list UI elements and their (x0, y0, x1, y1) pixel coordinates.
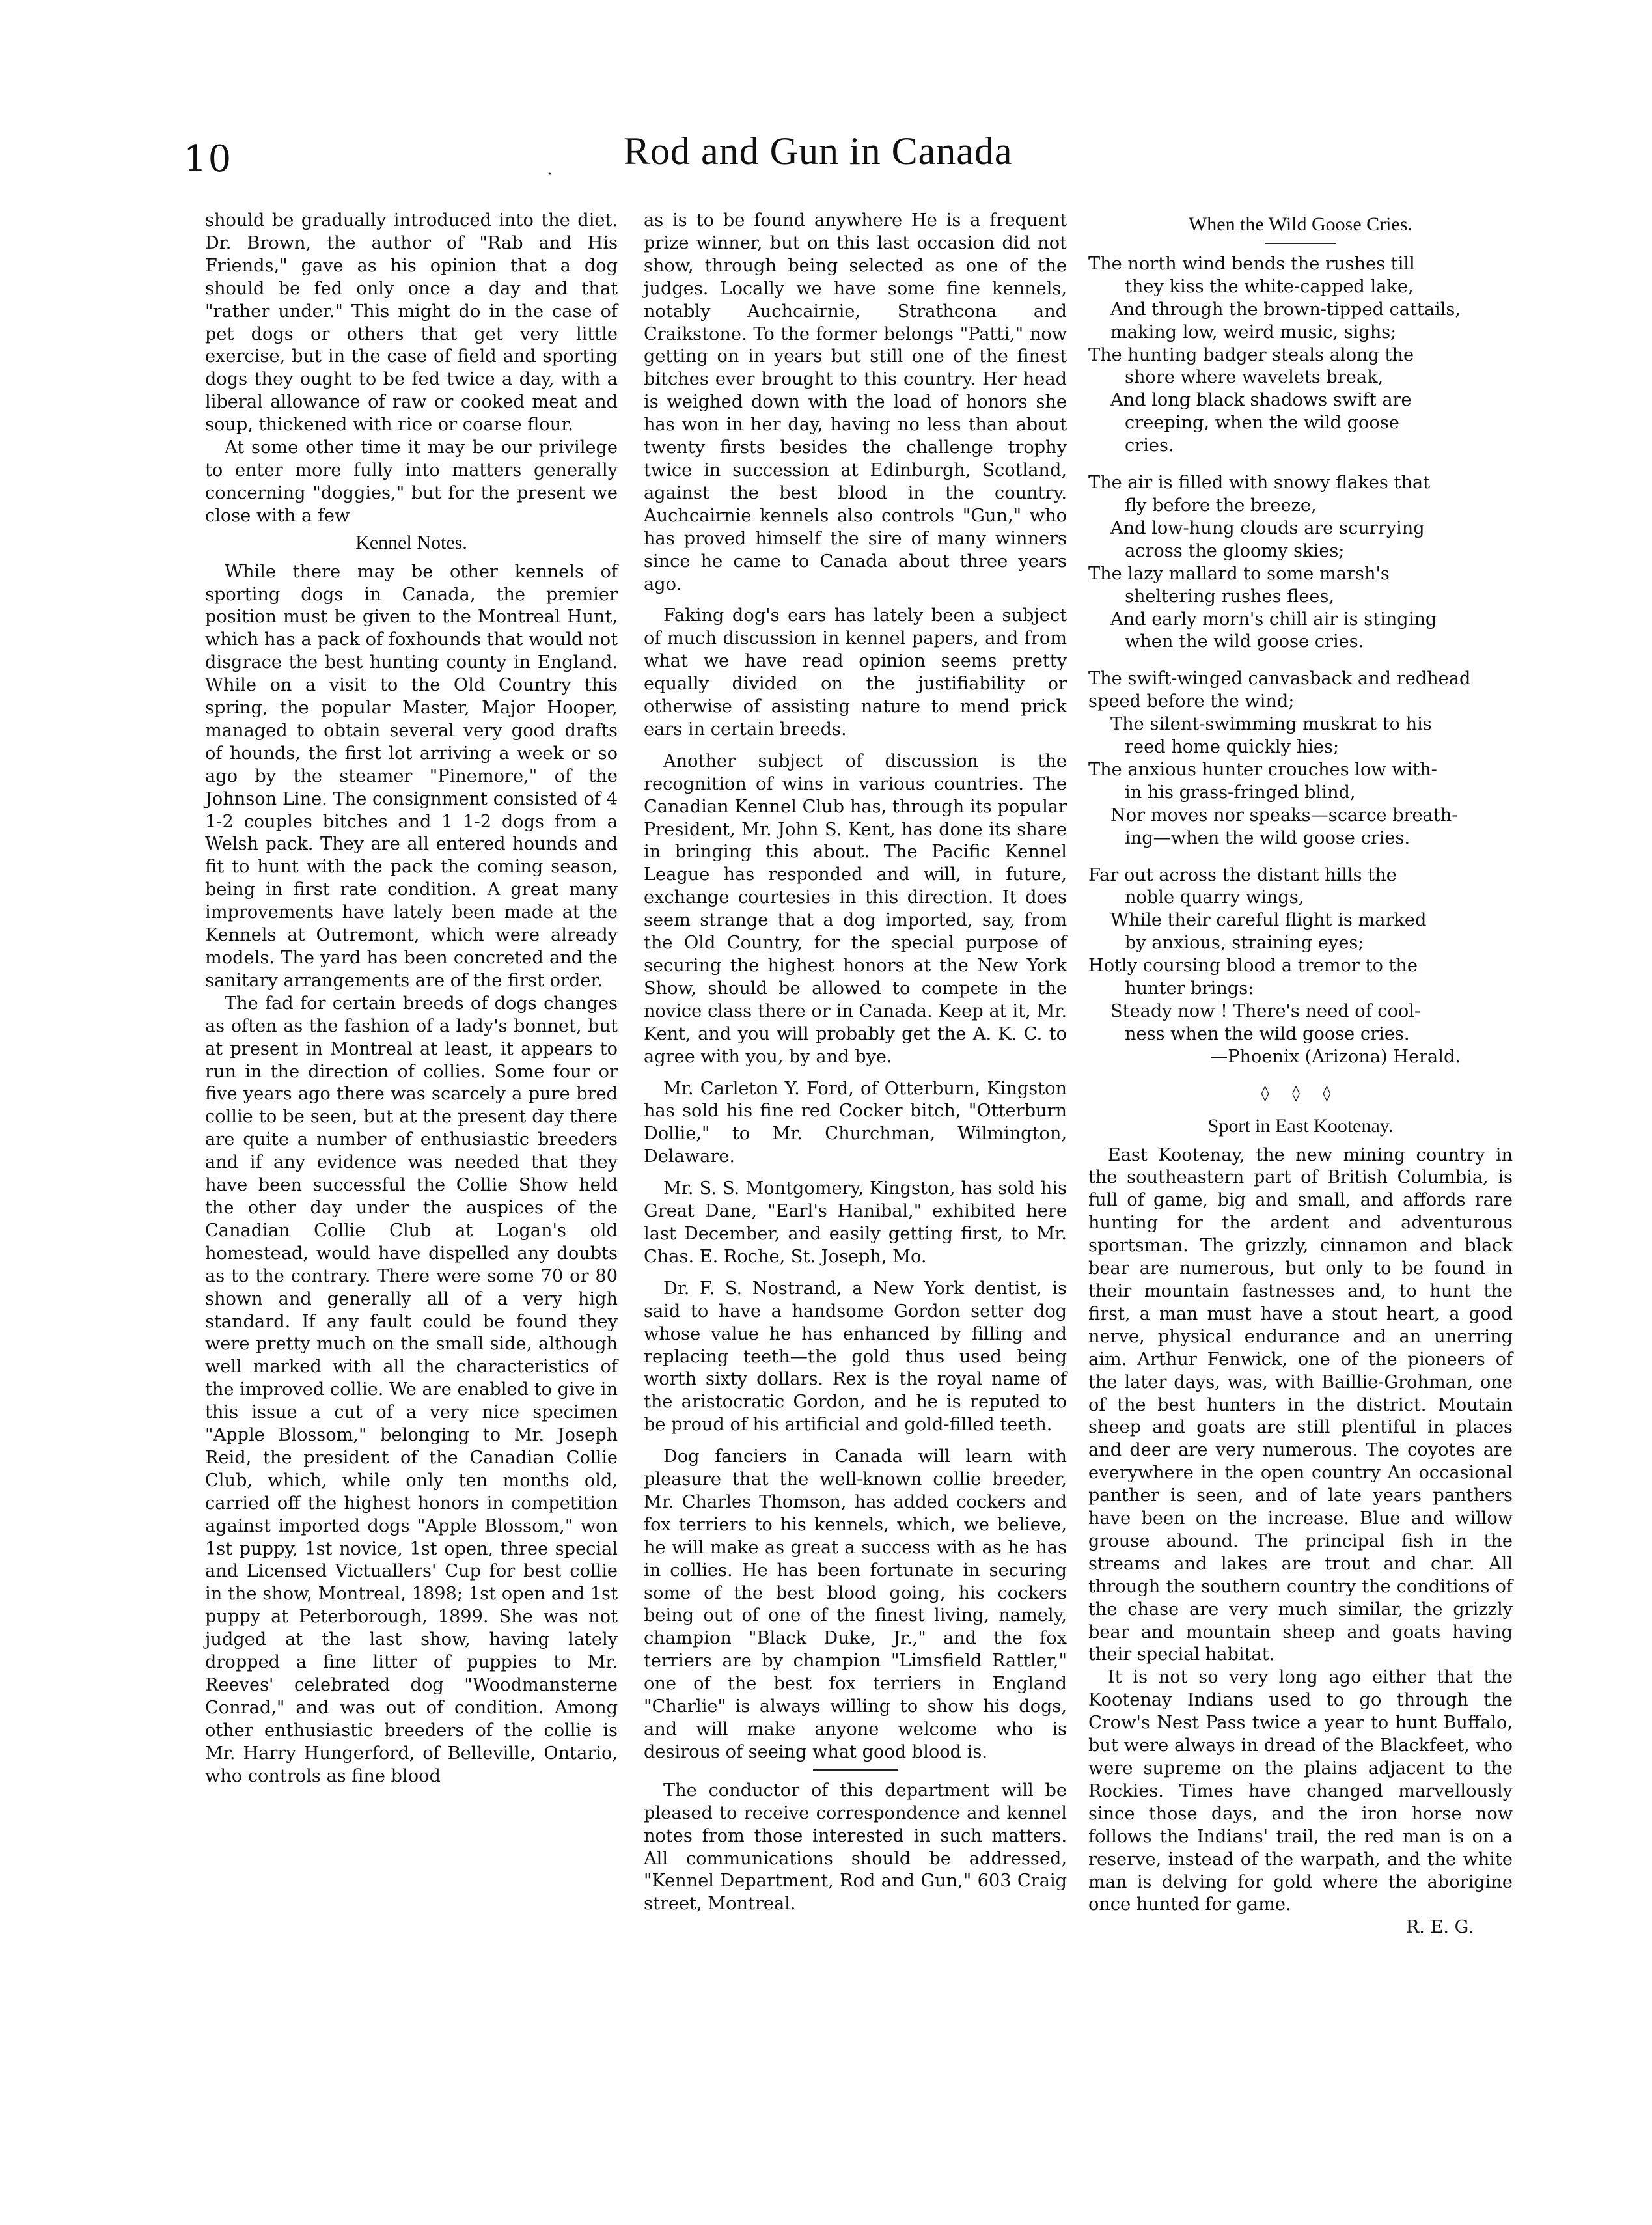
poem-line: cries. (1125, 435, 1174, 456)
poem-line: in his grass-fringed blind, (1125, 782, 1356, 803)
paragraph: It is not so very long ago either that the Kootenay Indians used to go through the Crow's Nest Pass twice a year to hunt Buffalo, but were always in dread of the Blackfeet, who were supreme on the plains adjacent to the Rockies. Times have changed marvellously since those days, and the iron horse now follows the Indians' trail, the red man is on a reserve, instead of the warpath, and the white man is delving for gold where the aborigine once hunted for game. (1088, 1667, 1513, 1915)
poem-title: When the Wild Goose Cries. (1188, 214, 1412, 235)
poem-line: by anxious, straining eyes; (1125, 933, 1364, 954)
paragraph: While there may be other kennels of sporting dogs in Canada, the premier position must be given to the Montreal Hunt, which has a pack of foxhounds that would not disgrace the best hunting county in England. While on a visit to the Old Country this spring, the popular Master, Major Hooper, managed to obtain several very good drafts of hounds, the first lot arriving a week or so ago by the steamer "Pinemore," of the Johnson Line. The consignment consisted of 4 1-2 couples bitches and 1 1-2 dogs from a Welsh pack. They are all entered hounds and fit to hunt with the pack the coming season, being in first rate condition. A great many improvements have lately been made at the Kennels at Outremont, which were already models. The yard has been concreted and the sanitary arrangements are of the first order. (205, 561, 618, 991)
column-right (1088, 210, 1513, 1939)
ornament-divider: ◊ ◊ ◊ (1261, 1083, 1340, 1102)
column-middle (644, 210, 1067, 1916)
paragraph: Dog fanciers in Canada will learn with pleasure that the well-known collie breeder, Mr. Charles Thomson, has added cockers and fox terriers to his kennels, which, we believe, he will make as great a success with as he has in collies. He has been fortunate in securing some of the best blood going, his cockers being out of one of the finest living, namely, champion "Black Duke, Jr.," and the fox terriers are by champion "Limsfield Rattler," one of the best fox terriers in England "Charlie" is always willing to show his dogs, and will make anyone welcome who is desirous of seeing what good blood is. (644, 1446, 1067, 1762)
poem-line: The air is filled with snowy flakes that (1088, 473, 1431, 493)
poem-line: Steady now ! There's need of cool- (1110, 1001, 1421, 1021)
poem-line: Hotly coursing blood a tremor to the (1088, 956, 1418, 976)
poem-line: noble quarry wings, (1125, 887, 1304, 908)
title-rule (1265, 243, 1336, 244)
poem-line: Nor moves nor speaks—scarce breath- (1110, 805, 1458, 825)
paragraph: The conductor of this department will be pleased to receive correspondence and kennel notes from those interested in such matters. All communications should be addressed, "Kennel Department, Rod and Gun," 603 Craig street, Montreal. (644, 1780, 1067, 1914)
poem-line: The anxious hunter crouches low with- (1088, 759, 1437, 780)
poem-line: ness when the wild goose cries. (1125, 1023, 1410, 1044)
poem-line: And through the brown-tipped cattails, making low, weird music, sighs; (1110, 299, 1461, 342)
poem-line: across the gloomy skies; (1125, 540, 1345, 561)
poem-line: The hunting badger steals along the (1088, 344, 1414, 365)
paragraph: Mr. Carleton Y. Ford, of Otterburn, Kingston has sold his fine red Cocker bitch, "Otterburn Dollie," to Mr. Churchman, Wilmington, Delaware. (644, 1078, 1067, 1167)
paragraph: Dr. F. S. Nostrand, a New York dentist, is said to have a handsome Gordon setter dog whose value he has enhanced by filling and replacing teeth—the gold thus used being worth sixty dollars. Rex is the royal name of the aristocratic Gordon, and he is reputed to be proud of his artificial and gold-filled teeth. (644, 1278, 1067, 1435)
poem-line: reed home quickly hies; (1125, 737, 1340, 758)
poem-line: The lazy mallard to some marsh's (1088, 563, 1390, 584)
poem-line: And low-hung clouds are scurrying (1110, 518, 1425, 538)
paragraph: At some other time it may be our privilege to enter more fully into matters generally concerning "doggies," but for the present we close with a few (205, 437, 618, 526)
poem-line: fly before the breeze, (1125, 495, 1317, 516)
poem-line: creeping, when the wild goose (1125, 413, 1399, 434)
paragraph: East Kootenay, the new mining country in the southeastern part of British Columbia, is full of game, big and small, and affords rare hunting for the ardent and adventurous sportsman. The grizzly, cinnamon and black bear are numerous, but only to be found in their mountain fastnesses and, to hunt the first, a man must have a stout heart, a good nerve, physical endurance and an unerring aim. Arthur Fenwick, one of the pioneers of the later days, was, with Baillie-Grohman, one of the best hunters in the district. Moutain sheep and goats are still plentiful in places and deer are very numerous. The coyotes are everywhere in the open country An occasional panther is seen, and of late years panthers have been on the increase. Blue and willow grouse abound. The principal fish in the streams and lakes are trout and char. All through the southern country the conditions of the chase are very much similar, the grizzly bear and mountain sheep and goats having their special habitat. (1088, 1144, 1513, 1665)
poem-line: ing—when the wild goose cries. (1125, 827, 1411, 848)
poem-line: when the wild goose cries. (1125, 631, 1364, 652)
poem-line: And long black shadows swift are (1110, 390, 1412, 411)
paragraph: as is to be found anywhere He is a frequent prize winner, but on this last occasion did not show, through being selected as one of the judges. Locally we have some fine kennels, notably Auchcairnie, Strathcona and Craikstone. To the former belongs "Patti," now getting on in years but still one of the finest bitches ever brought to this country. Her head is weighed down with the load of honors she has won in her day, having no less than about twenty firsts besides the challenge trophy twice in succession at Edinburgh, Scotland, against the best blood in the country. Auchcairnie kennels also controls "Gun," who has proved himself the sire of many winners since he came to Canada about three years ago. (644, 210, 1067, 594)
poem-line: Far out across the distant hills the (1088, 864, 1397, 885)
poem-line: hunter brings: (1125, 978, 1254, 999)
column-left (205, 210, 618, 1788)
paragraph: Another subject of discussion is the recognition of wins in various countries. The Canadian Kennel Club has, through its popular President, Mr. John S. Kent, has done its share in bringing this about. The Pacific Kennel League has responded and will, in future, exchange courtesies in this direction. It does seem strange that a dog imported, say, from the Old Country, for the special purpose of securing the highest honors at the New York Show, should be allowed to compete in the novice class there or in Canada. Keep at it, Mr. Kent, and you will probably get the A. K. C. to agree with you, by and bye. (644, 751, 1067, 1067)
section-heading-kennel-notes: Kennel Notes. (355, 531, 467, 553)
poem (1088, 253, 1513, 1069)
poem-line: The silent-swimming muskrat to his (1110, 714, 1432, 735)
section-heading-sport: Sport in East Kootenay. (1207, 1114, 1394, 1137)
paragraph: should be gradually introduced into the diet. Dr. Brown, the author of "Rab and His Friends," gave as his opinion that a dog should be fed only once a day and that "rather under." This might do in the case of pet dogs or others that get very little exercise, but in the case of field and sporting dogs they ought to be fed twice a day, with a liberal allowance of raw or cooked meat and soup, thickened with rice or coarse flour. (205, 210, 618, 435)
poem-attribution: —Phoenix (Arizona) Herald. (1210, 1046, 1461, 1067)
poem-line: The north wind bends the rushes till (1088, 253, 1415, 274)
running-title: Rod and Gun in Canada (624, 130, 1013, 173)
paragraph: Mr. S. S. Montgomery, Kingston, has sold his Great Dane, "Earl's Hanibal," exhibited here last December, and easily getting first, to Mr. Chas. E. Roche, St. Joseph, Mo. (644, 1178, 1067, 1267)
poem-line: sheltering rushes flees, (1125, 586, 1335, 607)
poem-line: shore where wavelets break, (1125, 367, 1384, 388)
author-signature: R. E. G. (1405, 1917, 1474, 1938)
poem-line: And early morn's chill air is stinging (1110, 609, 1437, 629)
page-number: 10 (184, 138, 233, 180)
section-divider (813, 1769, 898, 1771)
poem-line: The swift-winged canvasback and redhead speed before the wind; (1088, 669, 1471, 712)
poem-line: they kiss the white-capped lake, (1125, 276, 1414, 297)
paragraph: The fad for certain breeds of dogs changes as often as the fashion of a lady's bonnet, but at present in Montreal at least, it appears to run in the direction of collies. Some four or five years ago there was scarcely a pure bred collie to be seen, but at the present day there are quite a number of enthusiastic breeders and if any evidence was needed that they have been successful the Collie Show held the other day under the auspices of the Canadian Collie Club at Logan's old homestead, would have dispelled any doubts as to the contrary. There were some 70 or 80 shown and generally all of a very high standard. If any fault could be found they were pretty much on the small side, although well marked with all the characteristics of the improved collie. We are enabled to give in this issue a cut of a very nice specimen "Apple Blossom," belonging to Mr. Joseph Reid, the president of the Canadian Collie Club, which, while only ten months old, carried off the highest honors in competition against imported dogs "Apple Blossom," won 1st puppy, 1st novice, 1st open, three special and Licensed Victuallers' Cup for best collie in the show, Montreal, 1898; 1st open and 1st puppy at Peterborough, 1899. She was not judged at the last show, having lately dropped a fine litter of puppies to Mr. Reeves' celebrated dog "Woodmansterne Conrad," and was out of condition. Among other enthusiastic breeders of the collie is Mr. Harry Hungerford, of Belleville, Ontario, who controls as fine blood (205, 993, 618, 1786)
poem-line: While their careful flight is marked (1110, 910, 1427, 931)
printer-dot: · (547, 163, 553, 186)
paragraph: Faking dog's ears has lately been a subject of much discussion in kennel papers, and from what we have read opinion seems pretty equally divided on the justifiability or otherwise of assisting nature to mend prick ears in certain breeds. (644, 605, 1067, 739)
